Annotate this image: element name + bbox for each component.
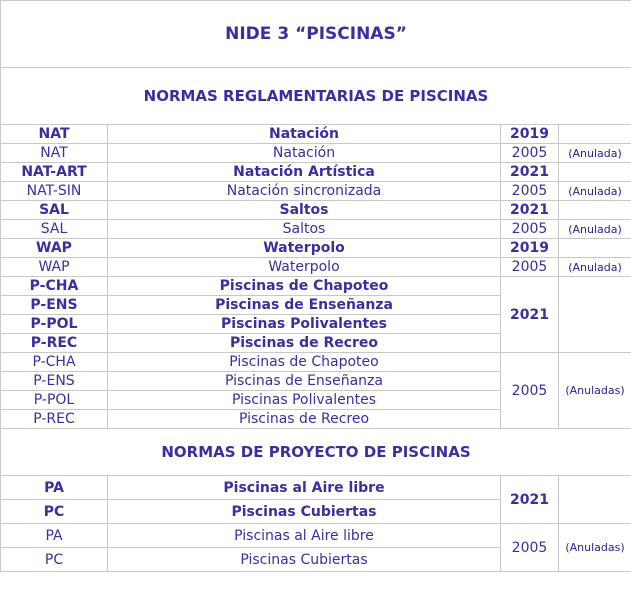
table-row — [1, 163, 631, 182]
norm-name: Waterpolo — [108, 258, 501, 277]
norm-code: SAL — [1, 220, 108, 239]
norm-year: 2005 — [501, 220, 559, 239]
norm-code: P-REC — [1, 334, 108, 353]
page-title: NIDE 3 “PISCINAS” — [1, 1, 631, 68]
norm-name: Piscinas de Enseñanza — [108, 372, 501, 391]
norm-code: P-CHA — [1, 277, 108, 296]
norm-year: 2005 — [501, 524, 559, 572]
table-row — [1, 239, 631, 258]
norm-status — [559, 163, 631, 182]
table-row — [1, 258, 631, 277]
norm-name: Natación — [108, 144, 501, 163]
norm-status: (Anulada) — [559, 144, 631, 163]
norm-status: (Anulada) — [559, 258, 631, 277]
norm-name: Piscinas Polivalentes — [108, 391, 501, 410]
norm-code: PA — [1, 524, 108, 548]
norm-name: Waterpolo — [108, 239, 501, 258]
norm-name: Piscinas Cubiertas — [108, 548, 501, 572]
norm-status: (Anulada) — [559, 220, 631, 239]
norm-name: Natación — [108, 125, 501, 144]
norm-code: P-CHA — [1, 353, 108, 372]
norm-status — [559, 476, 631, 524]
norm-status — [559, 277, 631, 353]
norm-code: WAP — [1, 239, 108, 258]
norm-name: Natación Artística — [108, 163, 501, 182]
norm-name: Piscinas Polivalentes — [108, 315, 501, 334]
norm-name: Piscinas de Recreo — [108, 334, 501, 353]
norm-year: 2021 — [501, 201, 559, 220]
norm-name: Piscinas de Recreo — [108, 410, 501, 429]
norm-name: Piscinas de Enseñanza — [108, 296, 501, 315]
section-title-reglamentarias: NORMAS REGLAMENTARIAS DE PISCINAS — [1, 68, 631, 125]
norm-year: 2021 — [501, 277, 559, 353]
norm-code: NAT-ART — [1, 163, 108, 182]
norm-status — [559, 239, 631, 258]
norm-name: Saltos — [108, 220, 501, 239]
table-row — [1, 125, 631, 144]
norm-year: 2005 — [501, 144, 559, 163]
norm-code: PC — [1, 548, 108, 572]
table-row — [1, 524, 631, 548]
title-row — [1, 1, 631, 68]
table-row — [1, 277, 631, 296]
norm-code: WAP — [1, 258, 108, 277]
norm-year: 2005 — [501, 258, 559, 277]
norm-year: 2005 — [501, 182, 559, 201]
section-title-proyecto: NORMAS DE PROYECTO DE PISCINAS — [1, 429, 631, 476]
norm-code: P-POL — [1, 391, 108, 410]
norm-code: PC — [1, 500, 108, 524]
norm-code: NAT-SIN — [1, 182, 108, 201]
norm-code: P-POL — [1, 315, 108, 334]
norm-status — [559, 125, 631, 144]
norm-code: NAT — [1, 144, 108, 163]
norm-name: Piscinas de Chapoteo — [108, 353, 501, 372]
norm-name: Piscinas Cubiertas — [108, 500, 501, 524]
norm-name: Piscinas al Aire libre — [108, 476, 501, 500]
table-row — [1, 144, 631, 163]
table-row — [1, 182, 631, 201]
norm-name: Piscinas de Chapoteo — [108, 277, 501, 296]
norm-year: 2021 — [501, 163, 559, 182]
norm-year: 2021 — [501, 476, 559, 524]
table-row — [1, 353, 631, 372]
norm-status: (Anuladas) — [559, 524, 631, 572]
norm-name: Saltos — [108, 201, 501, 220]
norm-year: 2019 — [501, 239, 559, 258]
norm-year: 2005 — [501, 353, 559, 429]
section-row — [1, 68, 631, 125]
norm-code: PA — [1, 476, 108, 500]
norm-code: P-REC — [1, 410, 108, 429]
norm-code: P-ENS — [1, 372, 108, 391]
table-row — [1, 220, 631, 239]
norm-name: Piscinas al Aire libre — [108, 524, 501, 548]
norm-status: (Anuladas) — [559, 353, 631, 429]
norm-status: (Anulada) — [559, 182, 631, 201]
section-row — [1, 429, 631, 476]
norm-status — [559, 201, 631, 220]
table-row — [1, 476, 631, 500]
norm-name: Natación sincronizada — [108, 182, 501, 201]
norm-code: P-ENS — [1, 296, 108, 315]
table-row — [1, 201, 631, 220]
norm-year: 2019 — [501, 125, 559, 144]
norm-code: NAT — [1, 125, 108, 144]
norm-code: SAL — [1, 201, 108, 220]
